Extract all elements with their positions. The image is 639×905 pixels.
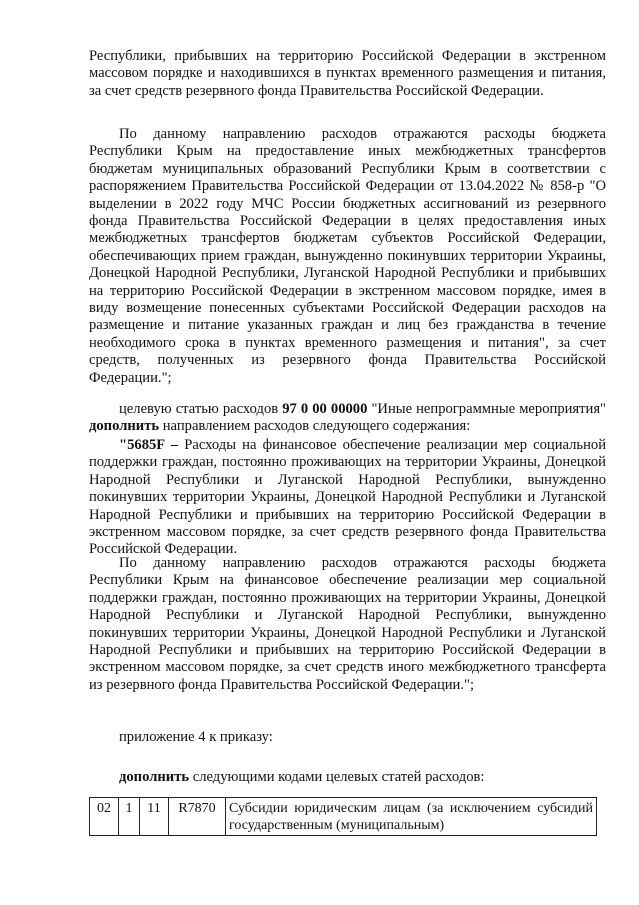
table-cell: R7870 <box>169 798 226 836</box>
direction-text: Расходы на финансовое обеспечение реализации мер социальной поддержки граждан, постоянно проживающих на территории Украины, Донецкой Народной Республики и Луганской Народной Республики, вынужденно покинувших территории Украины, Донецкой Народной Республики и Луганской Народной Республики и прибывших на территорию Российской Федерации в экстренном массовом порядке, за счет средств резервного фонда Правительства Российской Федерации. <box>89 437 606 558</box>
action-word: дополнить <box>89 418 160 435</box>
paragraph-continuation: Республики, прибывших на территорию Российской Федерации в экстренном массовом порядке и находившихся в пунктах временного размещения и питания, за счет средств резервного фонда Правительства Российской Федерации. <box>89 48 606 99</box>
paragraph-target-article <box>89 401 606 436</box>
table-row <box>90 798 597 836</box>
action-word: дополнить <box>119 769 190 785</box>
table-cell: 11 <box>140 798 169 836</box>
table-cell: 1 <box>119 798 140 836</box>
target-article-name: "Иные непрограммные мероприятия" <box>367 401 606 417</box>
add-codes-text: следующими кодами целевых статей расходов: <box>189 769 485 785</box>
target-article-prefix: целевую статью расходов <box>119 401 283 417</box>
paragraph-add-codes <box>89 769 606 786</box>
paragraph-new-direction <box>89 437 606 559</box>
target-article-code: 97 0 00 00000 <box>282 401 368 417</box>
target-articles-table <box>89 797 597 836</box>
paragraph-expense-description-2: По данному направлению расходов отражаются расходы бюджета Республики Крым на финансовое обеспечение реализации мер социальной поддержки граждан, постоянно проживающих на территории Украины, Донецкой Народной Республики и Луганской Народной Республики, вынужденно покинувших территории Украины, Донецкой Народной Республики и Луганской Народной Республики и прибывших на территорию Российской Федерации в экстренном массовом порядке, за счет средств иного межбюджетного трансферта из резервного фонда Правительства Российской Федерации."; <box>89 555 606 693</box>
paragraph-expense-description-1: По данному направлению расходов отражаются расходы бюджета Республики Крым на предоставление иных межбюджетных трансфертов бюджетам муниципальных образований Республики Крым в соответствии с распоряжением Правительства Российской Федерации от 13.04.2022 № 858-р "О выделении в 2022 году МЧС России бюджетных ассигнований из резервного фонда Правительства Российской Федерации в целях предоставления иных межбюджетных трансфертов бюджетам субъектов Российской Федерации, обеспечивающих прием граждан, вынужденно покинувших территории Украины, Донецкой Народной Республики, Луганской Народной Республики и прибывших на территорию Российской Федерации в экстренном массовом порядке, имея в виду возмещение понесенных субъектами Российской Федерации расходов на размещение и питание указанных граждан и лиц без гражданства в течение необходимого срока в пунктах временного размещения и питания", за счет средств, полученных из резервного фонда Правительства Российской Федерации."; <box>89 126 606 386</box>
paragraph-appendix-ref: приложение 4 к приказу: <box>119 729 273 745</box>
table-cell: 02 <box>90 798 119 836</box>
table-cell: Субсидии юридическим лицам (за исключением субсидий государственным (муниципальным) <box>226 798 597 836</box>
target-article-suffix: направлением расходов следующего содержания: <box>159 418 471 435</box>
direction-code: "5685F – <box>119 437 179 453</box>
